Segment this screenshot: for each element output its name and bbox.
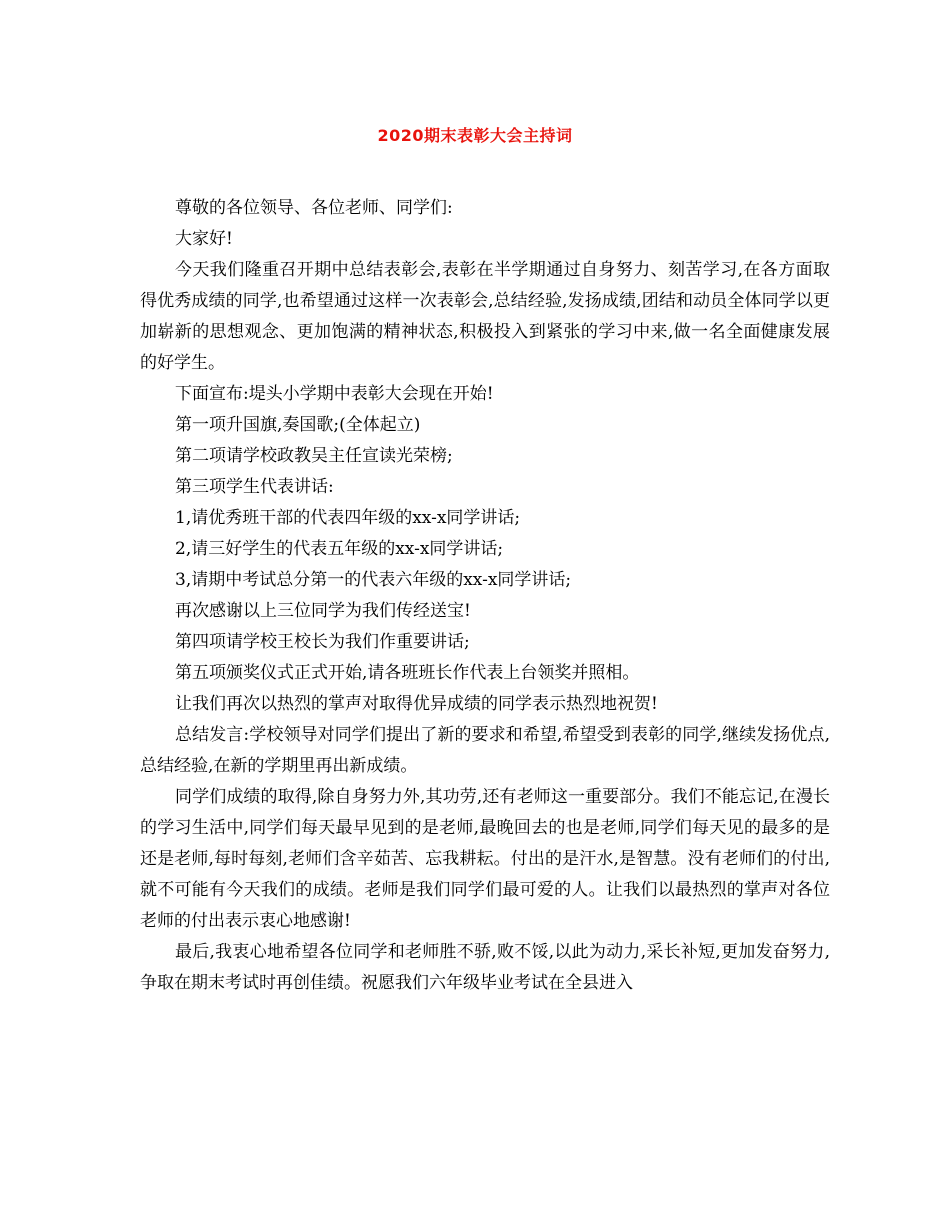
speaker-item-3: 3,请期中考试总分第一的代表六年级的xx-x同学讲话; — [175, 570, 572, 590]
thanks-paragraph: 再次感谢以上三位同学为我们传经送宝! — [175, 601, 471, 621]
speaker-item-2: 2,请三好学生的代表五年级的xx-x同学讲话; — [175, 539, 504, 559]
document-body — [140, 193, 830, 999]
agenda-item-3: 第三项学生代表讲话: — [175, 477, 334, 497]
summary-paragraph: 总结发言:学校领导对同学们提出了新的要求和希望,希望受到表彰的同学,继续发扬优点,总结经验,在新的学期里再出新成绩。 — [140, 725, 830, 776]
opening-paragraph: 今天我们隆重召开期中总结表彰会,表彰在半学期通过自身努力、刻苦学习,在各方面取得优秀成绩的同学,也希望通过这样一次表彰会,总结经验,发扬成绩,团结和动员全体同学以更加崭新的思想观念、更加饱满的精神状态,积极投入到紧张的学习中来,做一名全面健康发展的好学生。 — [140, 260, 830, 373]
speaker-item-1: 1,请优秀班干部的代表四年级的xx-x同学讲话; — [175, 508, 521, 528]
closing-paragraph: 最后,我衷心地希望各位同学和老师胜不骄,败不馁,以此为动力,采长补短,更加发奋努力,争取在期末考试时再创佳绩。祝愿我们六年级毕业考试在全县进入 — [140, 942, 830, 993]
agenda-item-4: 第四项请学校王校长为我们作重要讲话; — [175, 632, 470, 652]
teachers-paragraph: 同学们成绩的取得,除自身努力外,其功劳,还有老师这一重要部分。我们不能忘记,在漫长的学习生活中,同学们每天最早见到的是老师,最晚回去的也是老师,同学们每天见的最多的是还是老师,每时每刻,老师们含辛茹苦、忘我耕耘。付出的是汗水,是智慧。没有老师们的付出,就不可能有今天我们的成绩。老师是我们同学们最可爱的人。让我们以最热烈的掌声对各位老师的付出表示衷心地感谢! — [140, 787, 830, 931]
announcement-paragraph: 下面宣布:堤头小学期中表彰大会现在开始! — [175, 384, 494, 404]
greeting-paragraph: 大家好! — [175, 229, 233, 249]
document-title: 2020期末表彰大会主持词 — [377, 126, 573, 145]
applause-paragraph: 让我们再次以热烈的掌声对取得优异成绩的同学表示热烈地祝贺! — [175, 694, 658, 714]
salutation-paragraph: 尊敬的各位领导、各位老师、同学们: — [175, 198, 453, 218]
agenda-item-5: 第五项颁奖仪式正式开始,请各班班长作代表上台领奖并照相。 — [175, 663, 640, 683]
agenda-item-1: 第一项升国旗,奏国歌;(全体起立) — [175, 415, 421, 435]
agenda-item-2: 第二项请学校政教吴主任宣读光荣榜; — [175, 446, 453, 466]
